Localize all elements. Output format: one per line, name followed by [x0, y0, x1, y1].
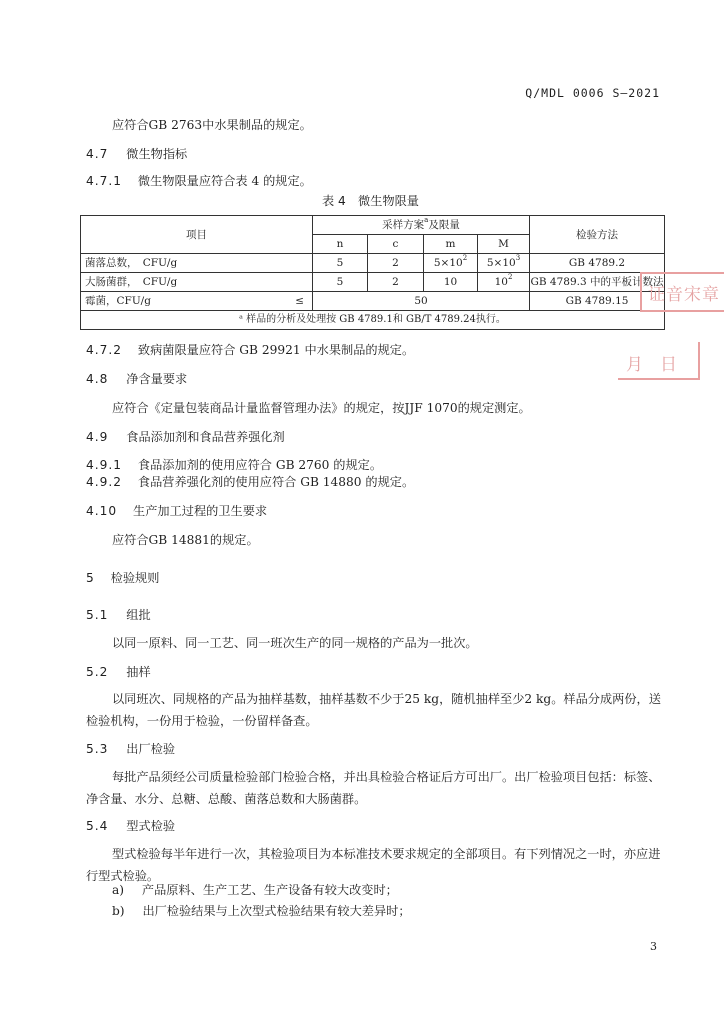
header-item: 项目	[81, 216, 313, 254]
cell-n: 5	[313, 254, 368, 273]
table-row	[81, 273, 665, 292]
text-line: 应符合《定量包装商品计量监督管理办法》的规定，按JJF 1070的规定测定。	[112, 401, 531, 415]
paragraph-5-2: 以同班次、同规格的产品为抽样基数，抽样基数不少于25 kg，随机抽样至少2 kg。样品分成两份，送检验机构，一份用于检验，一份留样备查。	[86, 692, 661, 728]
header-n: n	[313, 235, 368, 254]
clause-4-7-2: 4.7.2 致病菌限量应符合 GB 29921 中水果制品的规定。	[86, 343, 415, 357]
table-footnote-row	[81, 311, 665, 330]
cell-m: 10	[424, 273, 478, 292]
clause-4-9-2: 4.9.2 食品营养强化剂的使用应符合 GB 14880 的规定。	[86, 475, 415, 489]
section-heading-4-10: 4.10 生产加工过程的卫生要求	[86, 504, 268, 518]
text-line: 以同一原料、同一工艺、同一班次生产的同一规格的产品为一批次。	[112, 636, 478, 650]
clause-4-7-1: 4.7.1 微生物限量应符合表 4 的规定。	[86, 174, 312, 188]
paragraph-5-3: 每批产品须经公司质量检验部门检验合格，并出具检验合格证后方可出厂。出厂检验项目包括：标签、净含量、水分、总糖、总酸、菌落总数和大肠菌群。	[86, 770, 661, 806]
cell-c: 2	[368, 273, 424, 292]
table-footnote: ᵃ 样品的分析及处理按 GB 4789.1和 GB/T 4789.24执行。	[81, 311, 665, 330]
text-line: 应符合GB 14881的规定。	[112, 533, 259, 547]
header-method: 检验方法	[530, 216, 665, 254]
list-item: b) 出厂检验结果与上次型式检验结果有较大差异时；	[112, 904, 411, 918]
cell-method: GB 4789.15	[530, 292, 665, 311]
section-heading-4-7: 4.7 微生物指标	[86, 147, 188, 161]
section-heading-5-3: 5.3 出厂检验	[86, 742, 176, 756]
cell-limit: 50	[313, 292, 530, 311]
section-heading-5: 5 检验规则	[86, 571, 160, 585]
cell-item: 菌落总数， CFU/g	[81, 254, 313, 273]
cell-method: GB 4789.3 中的平板计数法	[530, 273, 665, 292]
table-title: 表 4 微生物限量	[322, 194, 419, 208]
cell-item: 霉菌，CFU/g ≤	[81, 292, 313, 311]
section-heading-4-8: 4.8 净含量要求	[86, 372, 188, 386]
clause-4-9-1: 4.9.1 食品添加剂的使用应符合 GB 2760 的规定。	[86, 458, 383, 472]
cell-n: 5	[313, 273, 368, 292]
table-header-row	[81, 216, 665, 235]
cell-method: GB 4789.2	[530, 254, 665, 273]
section-heading-5-4: 5.4 型式检验	[86, 819, 176, 833]
cell-item: 大肠菌群， CFU/g	[81, 273, 313, 292]
cell-m: $5\times 10^2$	[424, 254, 478, 273]
list-item: a) 产品原料、生产工艺、生产设备有较大改变时；	[112, 883, 398, 897]
paragraph-5-4: 型式检验每半年进行一次，其检验项目为本标准技术要求规定的全部项目。有下列情况之一时，亦应进行型式检验。	[86, 847, 661, 883]
doc-number: Q/MDL 0006 S—2021	[525, 86, 660, 100]
page-number: 3	[650, 940, 657, 953]
header-sampling: 采样方案$^a$及限量	[313, 216, 530, 235]
section-heading-4-9: 4.9 食品添加剂和食品营养强化剂	[86, 430, 285, 444]
cell-c: 2	[368, 254, 424, 273]
date-stamp: 月 日	[618, 342, 700, 380]
header-M: M	[478, 235, 530, 254]
cell-M: $5\times 10^3$	[478, 254, 530, 273]
section-heading-5-2: 5.2 抽样	[86, 665, 151, 679]
table-row	[81, 292, 665, 311]
header-c: c	[368, 235, 424, 254]
section-heading-5-1: 5.1 组批	[86, 608, 151, 622]
header-m: m	[424, 235, 478, 254]
text-line: 应符合GB 2763中水果制品的规定。	[112, 118, 312, 132]
cell-M: $10^2$	[478, 273, 530, 292]
seal-stamp: 证音宋章	[640, 272, 724, 312]
table-row	[81, 254, 665, 273]
le-sign: ≤	[295, 295, 304, 307]
microbe-limit-table	[80, 215, 665, 330]
